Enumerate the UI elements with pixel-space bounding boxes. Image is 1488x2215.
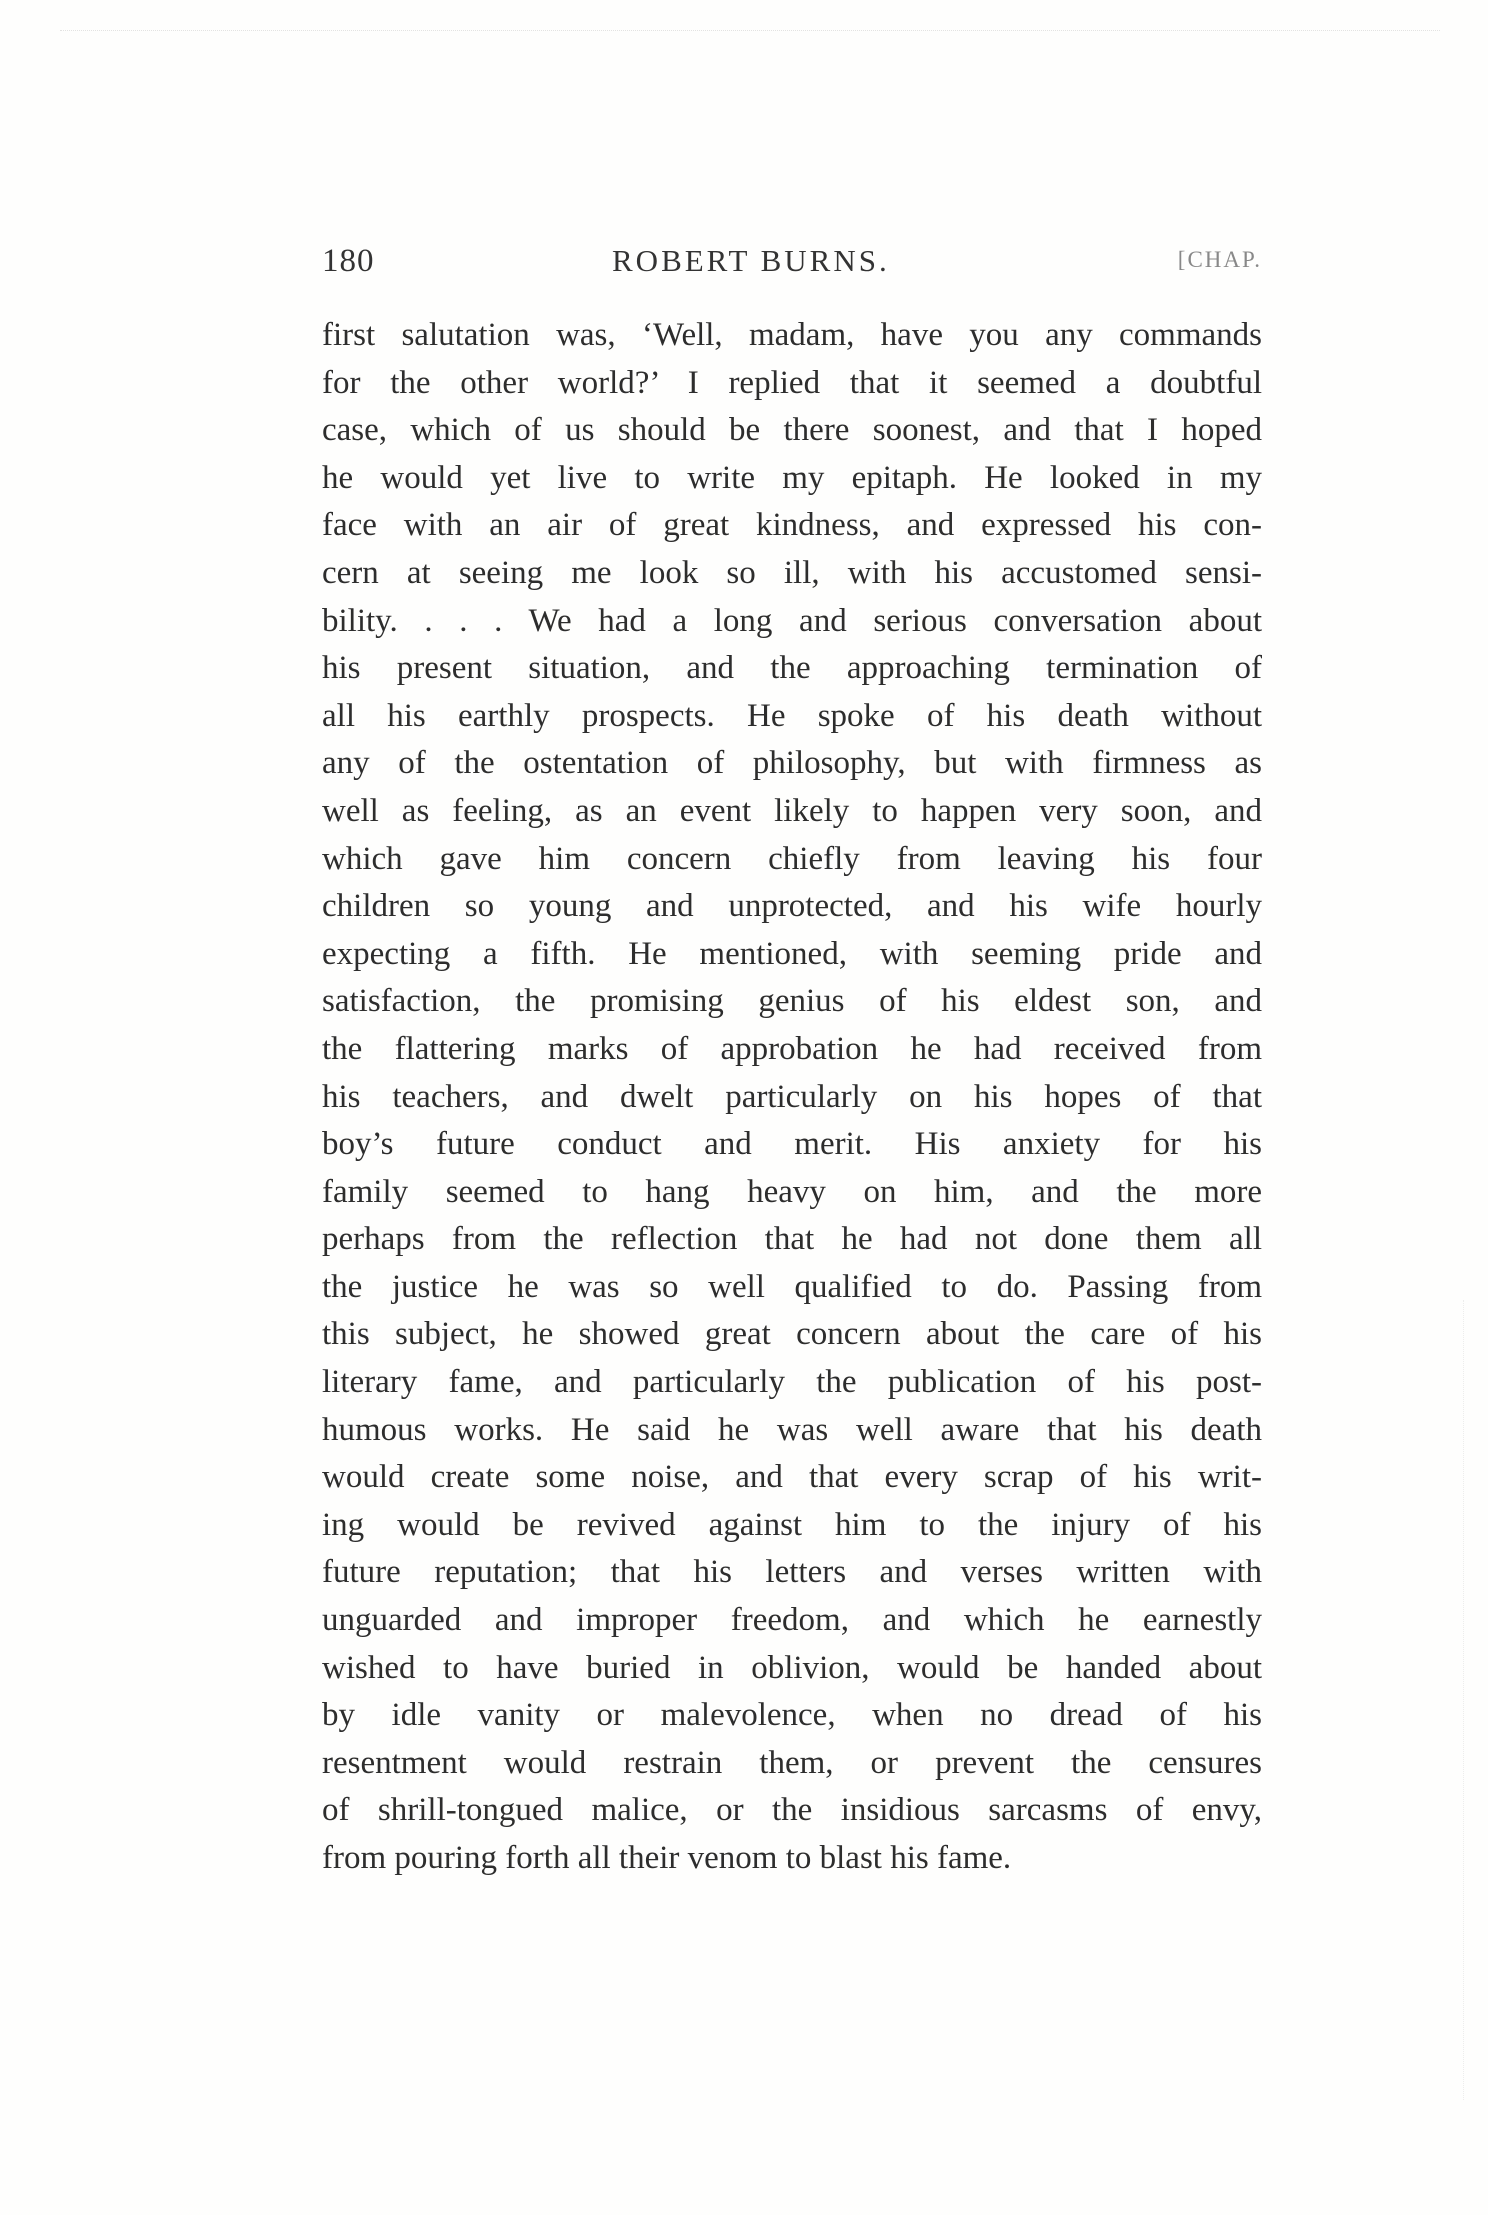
- text-line: boy’s future conduct and merit. His anxiety for his: [322, 1126, 1262, 1163]
- scan-noise: [60, 30, 1440, 37]
- text-line: face with an air of great kindness, and expressed his con-: [322, 507, 1262, 544]
- text-line: which gave him concern chiefly from leaving his four: [322, 840, 1262, 877]
- text-line: by idle vanity or malevolence, when no dread of his: [322, 1697, 1262, 1734]
- text-line: all his earthly prospects. He spoke of his death without: [322, 697, 1262, 734]
- chapter-marker: [CHAP.: [1177, 247, 1262, 272]
- text-line: future reputation; that his letters and verses written with: [322, 1554, 1262, 1591]
- running-title: ROBERT BURNS.: [612, 243, 890, 278]
- text-line: wished to have buried in oblivion, would be handed about: [322, 1649, 1262, 1686]
- text-line: case, which of us should be there soonest, and that I hoped: [322, 412, 1262, 449]
- text-line: expecting a fifth. He mentioned, with seeming pride and: [322, 935, 1262, 972]
- body-text: [322, 312, 1262, 1883]
- text-line: children so young and unprotected, and his wife hourly: [322, 888, 1262, 925]
- text-line: perhaps from the reflection that he had not done them all: [322, 1221, 1262, 1258]
- text-line: his teachers, and dwelt particularly on his hopes of that: [322, 1078, 1262, 1115]
- scan-edge-marks: [1463, 1300, 1470, 2100]
- text-line: satisfaction, the promising genius of his eldest son, and: [322, 983, 1262, 1020]
- text-line: for the other world?’ I replied that it seemed a doubtful: [322, 364, 1262, 401]
- text-line: resentment would restrain them, or prevent the censures: [322, 1744, 1262, 1781]
- text-line: the flattering marks of approbation he had received from: [322, 1030, 1262, 1067]
- running-head: [322, 243, 1262, 287]
- text-line: ing would be revived against him to the injury of his: [322, 1506, 1262, 1543]
- text-line: the justice he was so well qualified to do. Passing from: [322, 1268, 1262, 1305]
- text-line: his present situation, and the approaching termination of: [322, 650, 1262, 687]
- text-line: first salutation was, ‘Well, madam, have you any commands: [322, 317, 1262, 353]
- text-line: unguarded and improper freedom, and which he earnestly: [322, 1602, 1262, 1639]
- text-line: cern at seeing me look so ill, with his accustomed sensi-: [322, 554, 1262, 591]
- text-line: of shrill-tongued malice, or the insidious sarcasms of envy,: [322, 1792, 1262, 1829]
- text-line: would create some noise, and that every scrap of his writ-: [322, 1459, 1262, 1496]
- text-line: humous works. He said he was well aware that his death: [322, 1411, 1262, 1448]
- text-line: bility. . . . We had a long and serious conversation about: [322, 602, 1262, 639]
- text-line: from pouring forth all their venom to blast his fame.: [322, 1840, 1012, 1876]
- text-line: literary fame, and particularly the publication of his post-: [322, 1364, 1262, 1401]
- page-number: 180: [322, 243, 375, 279]
- text-line: family seemed to hang heavy on him, and the more: [322, 1173, 1262, 1210]
- text-line: he would yet live to write my epitaph. He looked in my: [322, 459, 1262, 496]
- text-line: any of the ostentation of philosophy, but with firmness as: [322, 745, 1262, 782]
- text-line: this subject, he showed great concern about the care of his: [322, 1316, 1262, 1353]
- text-line: well as feeling, as an event likely to happen very soon, and: [322, 792, 1262, 829]
